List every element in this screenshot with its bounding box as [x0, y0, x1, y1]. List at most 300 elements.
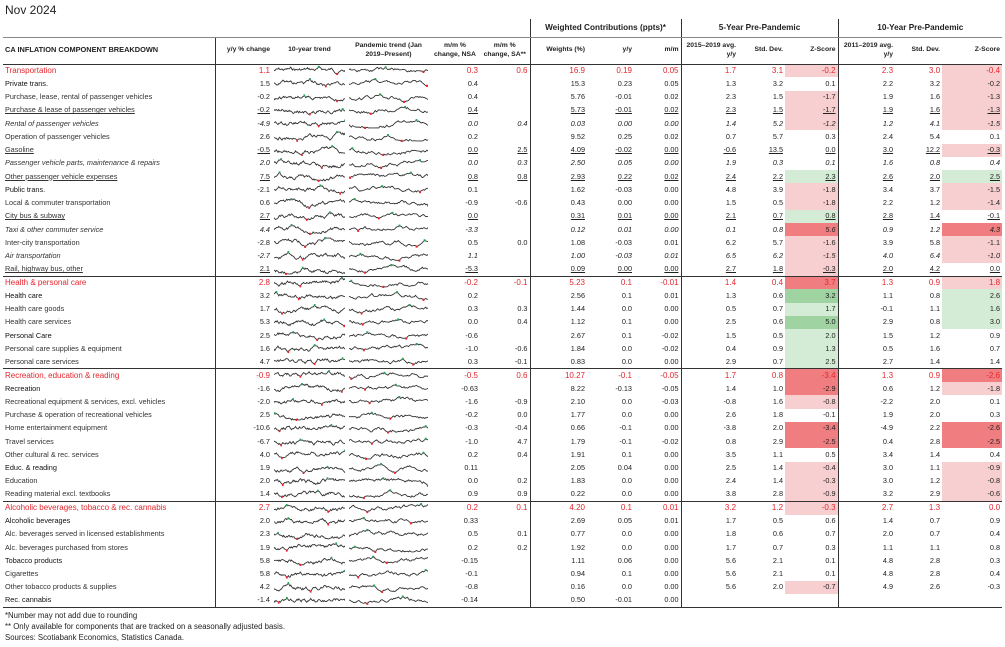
trend-10yr-sparkline: [272, 581, 347, 594]
cell-zscore-10yr: -0.8: [942, 475, 1002, 488]
cell-zscore-10yr: 4.3: [942, 223, 1002, 236]
sparkline-high-marker: [366, 529, 368, 531]
cell-weighted-mm: -0.01: [634, 276, 681, 289]
cell-yy-change: 1.9: [215, 541, 272, 554]
cell-weighted-mm: 0.02: [664, 171, 679, 181]
pandemic-trend-sparkline: [347, 130, 430, 143]
sparkline-line: [349, 397, 428, 403]
cell-avg-5yr: 2.7: [681, 263, 738, 276]
cell-avg-5yr: 2.3: [681, 91, 738, 104]
sparkline-chart: [349, 489, 428, 500]
cell-avg-5yr: 0.4: [681, 342, 738, 355]
sparkline-chart: [274, 118, 345, 129]
cell-weighted-mm: 0.00: [664, 582, 679, 592]
sparkline-chart: [274, 370, 345, 381]
sparkline-chart: [349, 290, 428, 301]
cell-weighted-yy: 0.06: [617, 555, 632, 565]
cell-sd-5yr: 2.1: [772, 569, 784, 579]
cell-yy-change: 1.1: [215, 64, 272, 77]
cell-zscore-10yr: 0.1: [989, 131, 1001, 141]
cell-weighted-mm: -0.02: [661, 343, 679, 353]
sparkline-high-marker: [344, 569, 345, 571]
cell-mm-sa: [480, 130, 530, 143]
sparkline-high-marker: [351, 147, 353, 149]
cell-yy-change: -1.6: [215, 382, 272, 395]
cell-weighted-yy: -0.01: [587, 594, 634, 607]
cell-avg-5yr: 3.2: [681, 501, 738, 514]
sparkline-high-marker: [402, 358, 404, 360]
cell-sd-5yr: 0.6: [772, 529, 784, 539]
cell-avg-10yr: 4.9: [838, 581, 895, 594]
sparkline-high-marker: [410, 172, 412, 174]
cell-weight: 0.77: [530, 528, 587, 541]
table-body: [3, 64, 1002, 607]
subcategory-row: [3, 77, 1002, 90]
cell-mm-sa: [480, 554, 530, 567]
cell-zscore-5yr: -0.3: [785, 263, 838, 276]
sparkline-low-marker: [370, 113, 372, 115]
trend-10yr-sparkline: [272, 276, 347, 289]
cell-avg-5yr: -0.6: [681, 144, 738, 157]
sparkline-chart: [274, 529, 345, 540]
trend-10yr-sparkline: [272, 342, 347, 355]
cell-sd-10yr: 0.7: [929, 516, 941, 526]
sparkline-chart: [349, 277, 428, 288]
cell-mm-sa: [480, 183, 530, 196]
pandemic-trend-sparkline: [347, 210, 430, 223]
sparkline-high-marker: [384, 372, 386, 374]
sparkline-high-marker: [329, 211, 331, 213]
footnote-seasonal: ** Only available for components that are tracked on a seasonally adjusted basis.: [5, 622, 285, 631]
cell-sd-10yr: [895, 594, 942, 607]
cell-weighted-mm: 0.00: [664, 476, 679, 486]
cell-weighted-yy: -0.1: [619, 436, 632, 446]
cell-zscore-10yr: -1.5: [942, 117, 1002, 130]
sparkline-line: [349, 213, 428, 218]
cell-sd-5yr: 1.1: [772, 449, 784, 459]
sparkline-high-marker: [390, 264, 392, 266]
row-label: Health care: [5, 290, 43, 300]
trend-10yr-sparkline: [272, 382, 347, 395]
sparkline-chart: [349, 370, 428, 381]
cell-zscore-10yr: -2.6: [942, 369, 1002, 382]
cell-zscore-5yr: 0.1: [825, 555, 836, 565]
subcategory-row: [3, 289, 1002, 302]
pandemic-trend-sparkline: [347, 197, 430, 210]
component-row: [3, 104, 1002, 117]
row-label: Taxi & other commuter service: [5, 224, 104, 234]
row-label: Home entertainment equipment: [5, 423, 108, 433]
cell-mm-nsa: -0.14: [430, 594, 480, 607]
cell-zscore-5yr: -0.4: [785, 462, 838, 475]
cell-weight: 5.76: [530, 91, 587, 104]
cell-avg-5yr: 5.6: [681, 581, 738, 594]
cell-mm-nsa: 0.0: [467, 317, 478, 327]
sparkline-low-marker: [303, 471, 305, 473]
sparkline-chart: [274, 92, 345, 103]
pandemic-trend-sparkline: [347, 528, 430, 541]
cell-avg-10yr: 1.6: [838, 157, 895, 170]
cell-yy-change: -2.7: [215, 250, 272, 263]
cell-avg-10yr: 1.9: [838, 91, 895, 104]
cell-weighted-mm: -0.03: [661, 396, 679, 406]
cell-sd-5yr: 0.5: [772, 330, 784, 340]
sparkline-low-marker: [357, 576, 359, 578]
col-header-wmm: m/m: [634, 37, 681, 64]
sparkline-line: [349, 570, 428, 577]
row-label: Local & commuter transportation: [5, 198, 111, 208]
cell-avg-10yr: [838, 594, 895, 607]
trend-10yr-sparkline: [272, 183, 347, 196]
sparkline-line: [349, 120, 428, 128]
sparkline-high-marker: [409, 304, 411, 306]
row-label: Transportation: [3, 64, 215, 77]
cell-zscore-10yr: 0.9: [989, 330, 1001, 340]
cell-weight: 2.50: [530, 157, 587, 170]
cell-zscore-5yr: -0.2: [785, 64, 838, 77]
sparkline-line: [274, 440, 345, 446]
cell-mm-sa: 4.7: [517, 436, 528, 446]
cell-zscore-10yr: [942, 594, 1002, 607]
sparkline-chart: [349, 317, 428, 328]
cell-zscore-10yr: 2.6: [942, 289, 1002, 302]
sparkline-low-marker: [382, 153, 384, 155]
sparkline-low-marker: [309, 113, 311, 115]
pandemic-trend-sparkline: [347, 223, 430, 236]
cell-avg-10yr: -4.9: [838, 422, 895, 435]
row-label: Operation of passenger vehicles: [5, 131, 110, 141]
row-label: Inter-city transportation: [5, 237, 80, 247]
cell-yy-change: -10.6: [215, 422, 272, 435]
sparkline-high-marker: [309, 78, 311, 80]
cell-sd-10yr: 1.6: [929, 343, 941, 353]
sparkline-low-marker: [321, 404, 323, 406]
sparkline-high-marker: [331, 424, 333, 426]
sparkline-line: [349, 281, 428, 287]
sparkline-line: [274, 332, 345, 340]
component-row: [3, 250, 1002, 263]
cell-mm-nsa: 0.4: [467, 78, 478, 88]
cell-zscore-10yr: -0.3: [987, 582, 1001, 592]
cell-zscore-10yr: -1.3: [942, 91, 1002, 104]
sparkline-low-marker: [371, 443, 373, 445]
trend-10yr-sparkline: [272, 369, 347, 382]
sparkline-line: [274, 505, 345, 512]
sparkline-high-marker: [374, 78, 376, 80]
pandemic-trend-sparkline: [347, 329, 430, 342]
cell-mm-sa: [480, 289, 530, 302]
cell-mm-nsa: 0.0: [467, 145, 478, 155]
row-label: Passenger vehicle parts, maintenance & repairs: [5, 158, 160, 168]
cell-zscore-5yr: [785, 594, 838, 607]
sparkline-line: [349, 265, 428, 273]
cell-yy-change: -1.4: [215, 594, 272, 607]
sparkline-chart: [274, 476, 345, 487]
cell-sd-10yr: 2.6: [929, 582, 941, 592]
cell-sd-10yr: 0.9: [895, 276, 942, 289]
cell-mm-nsa: -0.15: [461, 555, 478, 565]
cell-sd-5yr: 0.5: [772, 198, 784, 208]
cell-sd-10yr: 12.2: [925, 145, 941, 155]
sparkline-high-marker: [328, 370, 330, 372]
cell-sd-10yr: 5.8: [929, 237, 941, 247]
cell-weight: 1.62: [530, 183, 587, 196]
sparkline-chart: [274, 290, 345, 301]
sparkline-line: [274, 598, 345, 603]
cell-sd-10yr: 0.8: [929, 317, 941, 327]
sparkline-chart: [349, 198, 428, 209]
sparkline-low-marker: [316, 339, 318, 341]
report-title: Nov 2024: [5, 3, 57, 17]
cell-zscore-5yr: -0.9: [785, 488, 838, 501]
cell-mm-sa: -0.6: [514, 198, 528, 208]
cell-yy-change: -4.9: [215, 117, 272, 130]
sparkline-high-marker: [425, 438, 427, 440]
cell-yy-change: 5.3: [215, 316, 272, 329]
cell-avg-5yr: 1.7: [681, 64, 738, 77]
cell-yy-change: 3.2: [215, 289, 272, 302]
trend-10yr-sparkline: [272, 568, 347, 581]
cell-avg-10yr: -0.1: [838, 303, 895, 316]
sparkline-high-marker: [350, 280, 352, 282]
cell-zscore-10yr: 0.0: [989, 264, 1001, 274]
cell-yy-change: -0.9: [215, 369, 272, 382]
trend-10yr-sparkline: [272, 541, 347, 554]
sparkline-low-marker: [364, 271, 366, 273]
component-row: [3, 130, 1002, 143]
sparkline-chart: [274, 410, 345, 421]
cell-weighted-mm: -0.05: [661, 383, 679, 393]
sparkline-low-marker: [426, 85, 428, 87]
component-row: [3, 395, 1002, 408]
cell-sd-5yr: 2.9: [772, 436, 784, 446]
cell-mm-sa: 0.4: [517, 118, 528, 128]
row-label: Alc. beverages served in licensed establishments: [5, 529, 165, 539]
pandemic-trend-sparkline: [347, 462, 430, 475]
subcategory-row: [3, 462, 1002, 475]
cell-sd-10yr: 1.6: [929, 105, 941, 115]
sparkline-high-marker: [317, 490, 319, 492]
pandemic-trend-sparkline: [347, 157, 430, 170]
sparkline-chart: [349, 343, 428, 354]
sparkline-chart: [274, 158, 345, 169]
cell-weighted-mm: 0.02: [664, 92, 679, 102]
sparkline-high-marker: [366, 331, 368, 333]
cell-avg-5yr: 1.5: [681, 197, 738, 210]
cell-avg-10yr: 2.4: [838, 130, 895, 143]
sparkline-line: [274, 533, 345, 539]
sparkline-chart: [349, 383, 428, 394]
cell-weighted-yy: 0.0: [621, 304, 632, 314]
sparkline-line: [274, 583, 345, 591]
row-label: Personal care supplies & equipment: [5, 343, 122, 353]
cell-mm-nsa: -0.6: [465, 330, 478, 340]
sparkline-chart: [349, 118, 428, 129]
sparkline-chart: [274, 211, 345, 222]
category-row: [3, 501, 1002, 514]
sparkline-chart: [349, 184, 428, 195]
sparkline-chart: [349, 237, 428, 248]
cell-weighted-mm: 0.01: [664, 290, 679, 300]
cell-weighted-yy: 0.0: [621, 529, 632, 539]
cell-mm-sa: [480, 77, 530, 90]
cell-weight: 2.67: [530, 329, 587, 342]
sparkline-high-marker: [387, 134, 389, 136]
cell-mm-nsa: 0.3: [430, 64, 480, 77]
cell-weighted-yy: 0.1: [621, 317, 632, 327]
cell-zscore-5yr: -1.2: [785, 117, 838, 130]
cell-weighted-mm: 0.05: [634, 64, 681, 77]
cell-mm-nsa: 0.5: [467, 529, 478, 539]
cell-weight: 0.12: [530, 223, 587, 236]
cell-zscore-10yr: 0.4: [989, 158, 1001, 168]
row-label: Rental of passenger vehicles: [5, 118, 99, 128]
col-header-breakdown: CA INFLATION COMPONENT BREAKDOWN: [3, 37, 215, 64]
cell-yy-change: 2.0: [215, 475, 272, 488]
cell-weighted-mm: 0.00: [664, 118, 679, 128]
cell-yy-change: 2.6: [215, 130, 272, 143]
sparkline-chart: [274, 78, 345, 89]
cell-weighted-mm: 0.00: [664, 158, 679, 168]
cell-yy-change: 2.7: [215, 501, 272, 514]
cell-avg-5yr: -0.8: [681, 395, 738, 408]
cell-weighted-yy: 0.1: [621, 290, 632, 300]
cell-zscore-10yr: -0.2: [942, 77, 1002, 90]
cell-weight: 4.20: [530, 501, 587, 514]
cell-yy-change: 4.7: [215, 356, 272, 369]
sparkline-high-marker: [303, 94, 305, 96]
cell-mm-sa: 0.3: [517, 304, 528, 314]
pandemic-trend-sparkline: [347, 475, 430, 488]
cell-sd-10yr: 1.2: [929, 383, 941, 393]
component-row: [3, 117, 1002, 130]
cell-mm-sa: -0.9: [514, 396, 528, 406]
sparkline-high-marker: [327, 465, 329, 467]
cell-zscore-10yr: -2.5: [942, 435, 1002, 448]
sparkline-line: [349, 518, 428, 523]
sparkline-chart: [274, 251, 345, 262]
cell-zscore-10yr: 0.3: [989, 410, 1001, 420]
cell-mm-nsa: 0.4: [467, 105, 478, 115]
column-header-row: [3, 37, 1002, 64]
cell-mm-nsa: -5.3: [465, 264, 478, 274]
cell-zscore-5yr: -1.8: [785, 197, 838, 210]
pandemic-trend-sparkline: [347, 316, 430, 329]
cell-avg-10yr: 2.7: [838, 356, 895, 369]
cell-sd-5yr: 13.5: [768, 145, 784, 155]
sparkline-chart: [274, 304, 345, 315]
sparkline-high-marker: [324, 237, 326, 239]
row-label: Rail, highway bus, other: [5, 264, 83, 274]
cell-zscore-5yr: -2.5: [785, 435, 838, 448]
cell-sd-5yr: 0.8: [738, 369, 785, 382]
sparkline-low-marker: [325, 86, 327, 88]
trend-10yr-sparkline: [272, 104, 347, 117]
cell-sd-10yr: 0.9: [895, 369, 942, 382]
sparkline-low-marker: [318, 125, 320, 127]
sparkline-line: [349, 359, 428, 365]
sparkline-high-marker: [398, 225, 400, 227]
cell-avg-10yr: 1.5: [838, 329, 895, 342]
cell-zscore-10yr: 0.4: [989, 529, 1001, 539]
sparkline-low-marker: [279, 430, 281, 432]
cell-weighted-yy: -0.03: [615, 237, 632, 247]
sparkline-low-marker: [403, 100, 405, 102]
cell-mm-nsa: -0.3: [465, 423, 478, 433]
sparkline-low-marker: [286, 550, 288, 552]
sparkline-chart: [349, 356, 428, 367]
sparkline-chart: [274, 317, 345, 328]
cell-sd-10yr: 1.6: [929, 92, 941, 102]
sparkline-chart: [274, 105, 345, 116]
cell-mm-sa: -0.6: [514, 343, 528, 353]
cell-yy-change: 2.5: [215, 329, 272, 342]
sparkline-line: [349, 332, 428, 338]
cell-sd-10yr: 0.7: [929, 529, 941, 539]
cell-avg-5yr: [681, 594, 738, 607]
pandemic-trend-sparkline: [347, 303, 430, 316]
cell-sd-5yr: 3.9: [772, 184, 784, 194]
cell-zscore-5yr: -0.7: [785, 581, 838, 594]
sparkline-line: [349, 94, 428, 101]
sparkline-low-marker: [386, 562, 388, 564]
cell-zscore-5yr: 1.7: [785, 303, 838, 316]
sparkline-chart: [349, 463, 428, 474]
subcategory-row: [3, 382, 1002, 395]
cell-sd-5yr: 0.7: [772, 356, 784, 366]
cell-avg-5yr: 2.4: [681, 475, 738, 488]
cell-zscore-10yr: -1.4: [942, 197, 1002, 210]
cell-mm-nsa: 0.2: [430, 501, 480, 514]
cell-avg-10yr: 2.8: [838, 210, 895, 223]
sparkline-chart: [274, 330, 345, 341]
cell-mm-nsa: -0.5: [430, 369, 480, 382]
cell-sd-5yr: [738, 594, 785, 607]
sparkline-line: [349, 557, 428, 563]
cell-avg-10yr: 0.6: [838, 382, 895, 395]
sparkline-chart: [274, 542, 345, 553]
cell-weighted-yy: 0.01: [617, 224, 632, 234]
sparkline-high-marker: [425, 425, 427, 427]
pandemic-trend-sparkline: [347, 342, 430, 355]
sparkline-line: [349, 478, 428, 485]
sparkline-line: [349, 107, 428, 114]
cell-weighted-mm: -0.02: [661, 330, 679, 340]
cell-weighted-yy: -0.03: [615, 184, 632, 194]
cell-weight: 2.69: [530, 515, 587, 528]
pandemic-trend-sparkline: [347, 289, 430, 302]
cell-weighted-yy: 0.0: [621, 542, 632, 552]
sparkline-low-marker: [287, 351, 289, 353]
cell-sd-5yr: 0.6: [772, 290, 784, 300]
pandemic-trend-sparkline: [347, 488, 430, 501]
pandemic-trend-sparkline: [347, 91, 430, 104]
cell-weighted-mm: 0.01: [664, 516, 679, 526]
sparkline-line: [274, 384, 345, 392]
sparkline-low-marker: [394, 471, 396, 473]
subcategory-row: [3, 594, 1002, 607]
cell-weighted-mm: 0.02: [664, 131, 679, 141]
cell-yy-change: 4.2: [215, 581, 272, 594]
cell-avg-5yr: 1.5: [681, 329, 738, 342]
cell-weight: 2.56: [530, 289, 587, 302]
sparkline-high-marker: [396, 291, 398, 293]
cell-zscore-10yr: -1.8: [942, 382, 1002, 395]
trend-10yr-sparkline: [272, 395, 347, 408]
cell-avg-10yr: 2.6: [838, 170, 895, 183]
cell-weighted-yy: 0.0: [621, 356, 632, 366]
cell-avg-5yr: 2.4: [681, 170, 738, 183]
